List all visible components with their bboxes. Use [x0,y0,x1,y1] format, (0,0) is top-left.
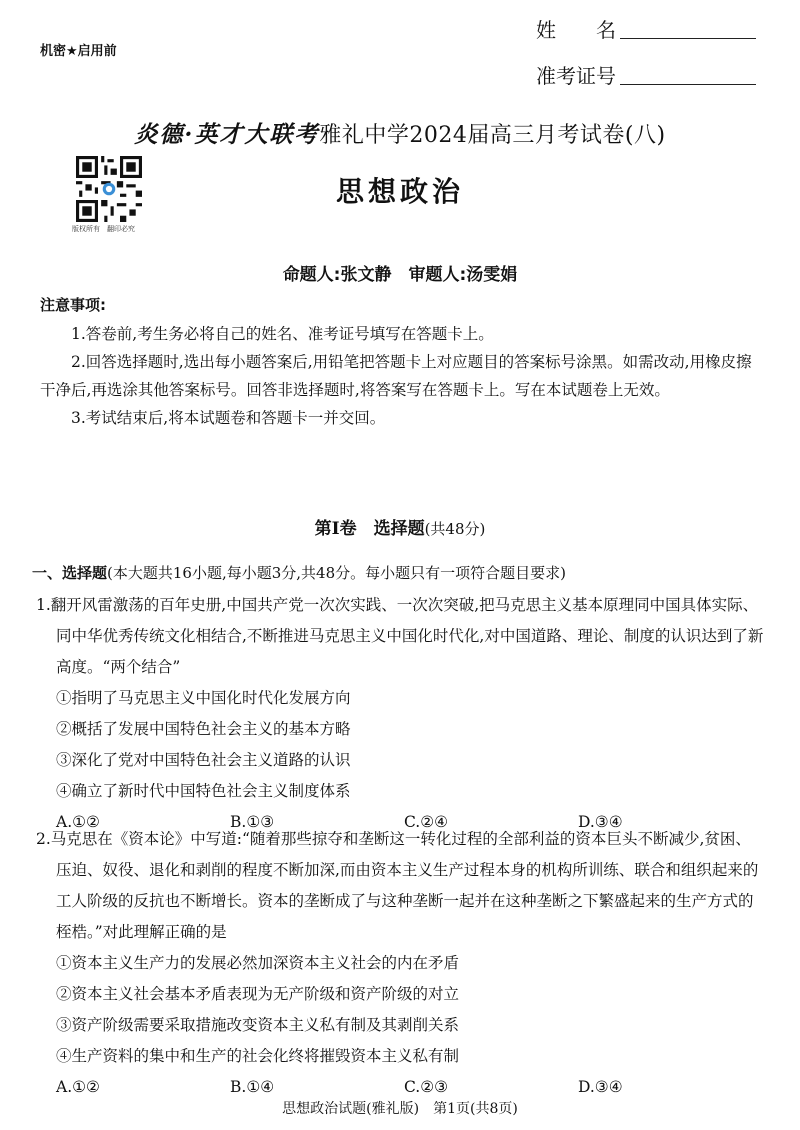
question-option: ②资本主义社会基本矛盾表现为无产阶级和资产阶级的对立 [56,985,460,1003]
exam-title [0,116,800,149]
notice-title: 注意事项: [40,296,106,314]
choice-b: B.①④ [230,1078,275,1096]
question-option: ④生产资料的集中和生产的社会化终将摧毁资本主义私有制 [56,1047,460,1065]
question-option: ③深化了党对中国特色社会主义道路的认识 [56,751,351,769]
subject-title: 思想政治 [335,175,464,208]
question-option: ②概括了发展中国特色社会主义的基本方略 [56,720,351,738]
question-option: ④确立了新时代中国特色社会主义制度体系 [56,782,351,800]
choice-d: D.③④ [578,1078,623,1096]
exam-id-label: 准考证号 [536,64,616,88]
choice-c: C.②④ [404,813,449,831]
choice-b: B.①③ [230,813,275,831]
confidential-mark: 机密★启用前 [40,44,117,59]
section-title-sub: (共48分) [424,520,486,538]
part-label: 一、选择题 [32,564,108,582]
notice-item: 3.考试结束后,将本试题卷和答题卡一并交回。 [71,409,386,427]
choice-a: A.①② [56,1078,100,1096]
exam-title-rest: 雅礼中学2024届高三月考试卷(八) [319,123,666,148]
authors-line: 命题人:张文静 审题人:汤雯娟 [282,265,518,285]
name-blank-line [620,38,756,39]
question-option: ③资产阶级需要采取措施改变资本主义私有制及其剥削关系 [56,1016,460,1034]
question-option: ①指明了马克思主义中国化时代化发展方向 [56,689,351,707]
question-stem: 2.马克思在《资本论》中写道:“随着那些掠夺和垄断这一转化过程的全部利益的资本巨头不断减少,贫困、压迫、奴役、退化和剥削的程度不断加深,而由资本主义生产过程本身的机构所训练、联合和组织起来的工人阶级的反抗也不断增长。资本的垄断成了与这种垄断一起并在这种垄断之下繁盛起来的生产方式的桎梏。”对此理解正确的是 [36,830,759,941]
choice-a: A.①② [56,813,100,831]
part-description: (本大题共16小题,每小题3分,共48分。每小题只有一项符合题目要求) [107,564,566,582]
section-title-main: 第Ⅰ卷 选择题 [314,519,425,539]
name-label: 姓 名 [536,18,616,42]
question-1 [36,590,766,838]
choice-c: C.②③ [404,1078,449,1096]
section-title [0,514,800,539]
question-option: ①资本主义生产力的发展必然加深资本主义社会的内在矛盾 [56,954,460,972]
part-heading [32,562,566,583]
exam-brand: 炎德·英才大联考 [134,121,320,148]
choice-d: D.③④ [578,813,623,831]
page-footer: 思想政治试题(雅礼版) 第1页(共8页) [282,1101,518,1117]
question-stem: 1.翻开风雷激荡的百年史册,中国共产党一次次实践、一次次突破,把马克思主义基本原理同中国具体实际、同中华优秀传统文化相结合,不断推进马克思主义中国化时代化,对中国道路、理论、制度的认识达到了新高度。“两个结合” [36,596,764,676]
exam-id-blank-line [620,84,756,85]
notice-item: 1.答卷前,考生务必将自己的姓名、准考证号填写在答题卡上。 [71,325,494,343]
notice-list [40,320,762,432]
notice-item: 2.回答选择题时,选出每小题答案后,用铅笔把答题卡上对应题目的答案标号涂黑。如需改动,用橡皮擦干净后,再选涂其他答案标号。回答非选择题时,将答案写在答题卡上。写在本试题卷上无效。 [40,353,752,399]
qr-caption: 版权所有 翻印必究 [72,225,135,233]
question-2 [36,824,766,1103]
